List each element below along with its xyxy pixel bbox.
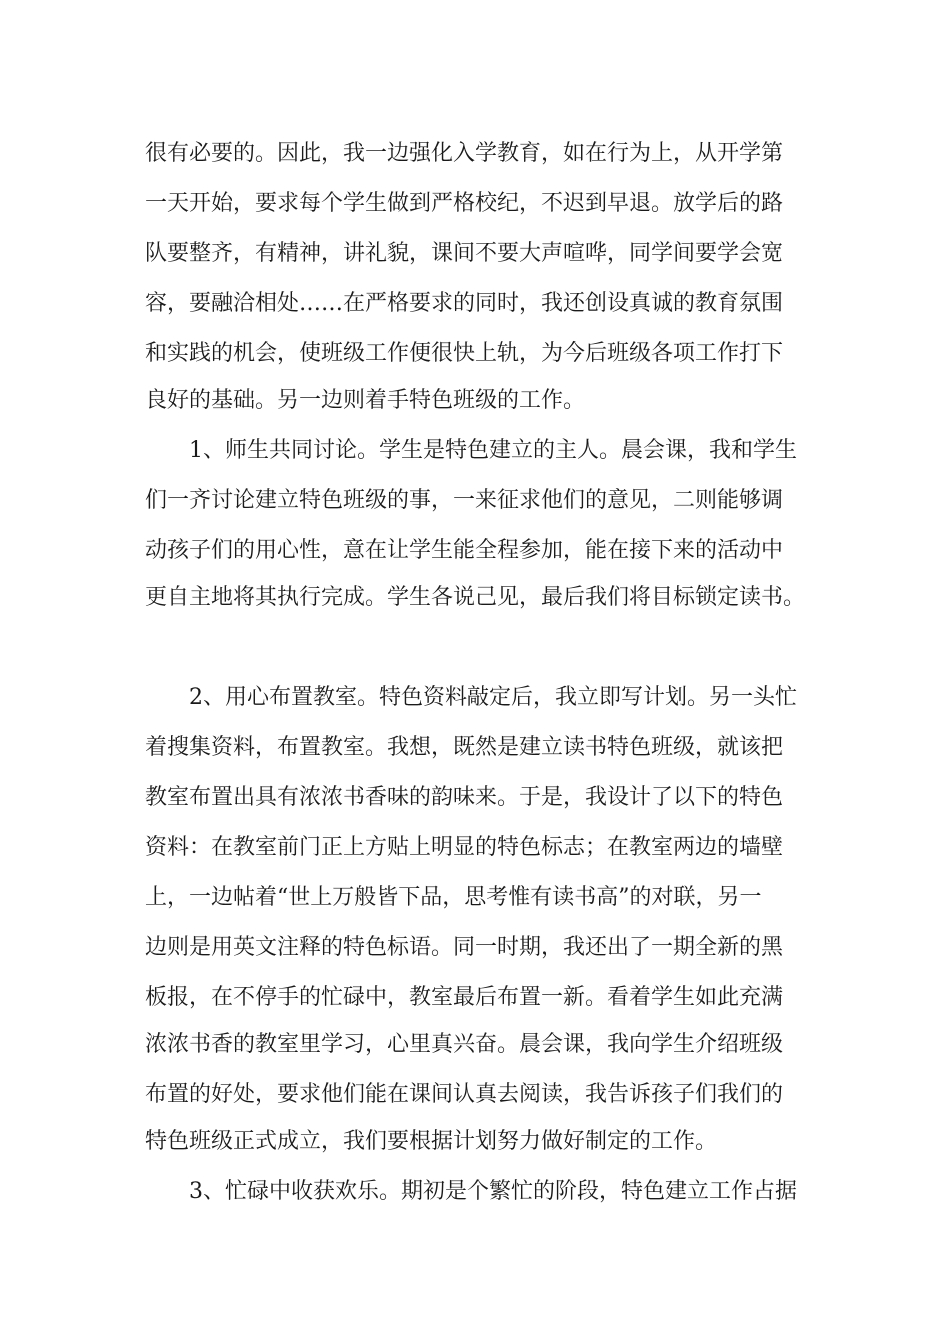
text-line: 动孩子们的用心性，意在让学生能全程参加，能在接下来的活动中 bbox=[145, 538, 784, 563]
text-line: 浓浓书香的教室里学习，心里真兴奋。晨会课，我向学生介绍班级 bbox=[145, 1032, 784, 1057]
text-line: 更自主地将其执行完成。学生各说己见，最后我们将目标锁定读书。 bbox=[145, 585, 806, 610]
paragraph-start-line: 3、忙碌中收获欢乐。期初是个繁忙的阶段，特色建立工作占据 bbox=[189, 1179, 797, 1204]
text-line: 教室布置出具有浓浓书香味的韵味来。于是，我设计了以下的特色 bbox=[145, 785, 784, 810]
text-line: 板报，在不停手的忙碌中，教室最后布置一新。看着学生如此充满 bbox=[145, 985, 784, 1010]
text-line: 着搜集资料，布置教室。我想，既然是建立读书特色班级，就该把 bbox=[145, 735, 784, 760]
text-line: 上，一边帖着“世上万般皆下品，思考惟有读书高”的对联，另一 bbox=[145, 885, 762, 910]
paragraph-start-line: 2、用心布置教室。特色资料敲定后，我立即写计划。另一头忙 bbox=[189, 685, 797, 710]
text-line: 特色班级正式成立，我们要根据计划努力做好制定的工作。 bbox=[145, 1129, 718, 1154]
text-line: 容，要融洽相处……在严格要求的同时，我还创设真诚的教育氛围 bbox=[145, 291, 784, 316]
text-line: 资料：在教室前门正上方贴上明显的特色标志；在教室两边的墙壁 bbox=[145, 835, 784, 860]
text-line: 边则是用英文注释的特色标语。同一时期，我还出了一期全新的黑 bbox=[145, 935, 784, 960]
text-line: 很有必要的。因此，我一边强化入学教育，如在行为上，从开学第 bbox=[145, 141, 784, 166]
paragraph-start-line: 1、师生共同讨论。学生是特色建立的主人。晨会课，我和学生 bbox=[189, 438, 797, 463]
text-line: 良好的基础。另一边则着手特色班级的工作。 bbox=[145, 388, 586, 413]
text-line: 一天开始，要求每个学生做到严格校纪，不迟到早退。放学后的路 bbox=[145, 191, 784, 216]
text-line: 布置的好处，要求他们能在课间认真去阅读，我告诉孩子们我们的 bbox=[145, 1082, 784, 1107]
text-line: 队要整齐，有精神，讲礼貌，课间不要大声喧哗，同学间要学会宽 bbox=[145, 241, 784, 266]
text-line: 和实践的机会，使班级工作便很快上轨，为今后班级各项工作打下 bbox=[145, 341, 784, 366]
text-line: 们一齐讨论建立特色班级的事，一来征求他们的意见，二则能够调 bbox=[145, 488, 784, 513]
